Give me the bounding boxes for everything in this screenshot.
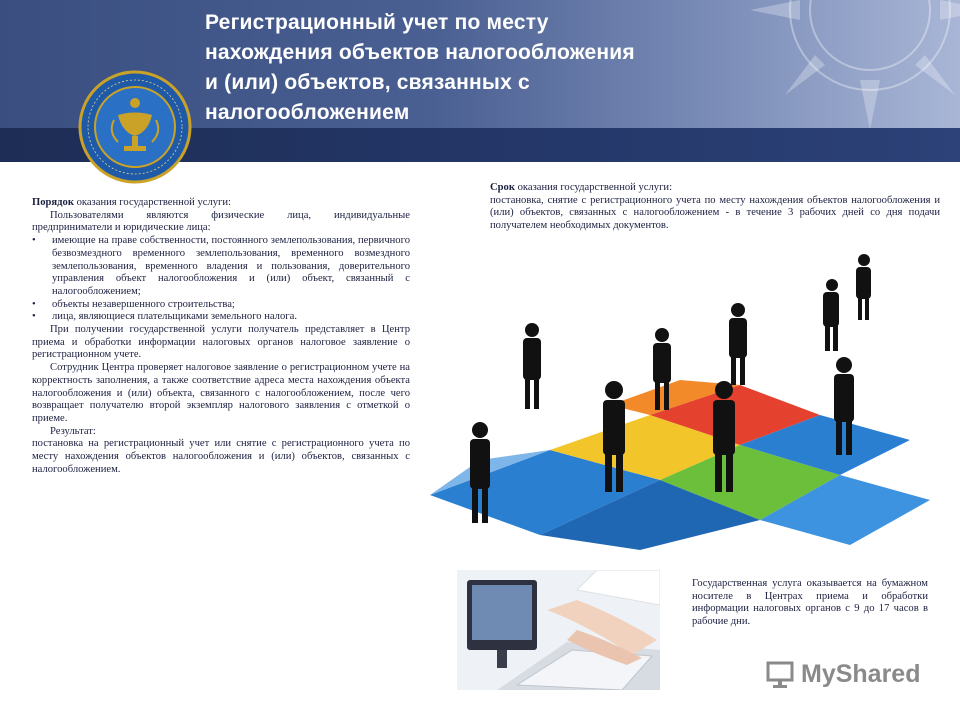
bullet-text: объекты незавершенного строительства; [52,298,235,310]
term-heading-rest: оказания государственной услуги: [514,182,673,193]
bullet-text: имеющие на праве собственности, постоянного землепользования, первичного безвозмездного временного землепользования, временного возмездного землепользования, временного владения и пользования, доверительного управления объект налогообложения и (или) объект, связанный с налогообложением; [52,235,410,297]
typing-on-keyboard-photo [457,570,660,690]
bullet-dot-icon: • [32,298,36,310]
tax-service-emblem-icon [78,70,192,184]
title-line-3: и (или) объектов, связанных с [205,71,530,94]
result-label: Результат: [50,425,96,437]
procedure-heading-rest: оказания государственной услуги: [73,197,231,208]
service-format-text: Государственная услуга оказывается на бумажном носителе в Центрах приема и обработки информации налоговых органов с 9 до 17 часов в рабочие дни. [692,578,928,628]
term-heading-bold: Срок [490,182,515,193]
bullet-dot-icon: • [32,235,36,247]
result-text: постановка на регистрационный учет или снятие с регистрационного учета по месту нахождения объектов налогообложения и (или) объектов, связанных с налогообложением. [32,438,410,475]
watermark-text: MyShared [801,659,921,688]
business-puzzle-illustration [410,245,950,555]
service-format-section [692,578,928,629]
bullet-text: лица, являющиеся плательщиками земельного налога. [52,311,297,323]
list-item [32,311,410,324]
bullet-dot-icon: • [32,311,36,323]
title-line-4: налогообложением [205,101,410,124]
presentation-board-icon [765,659,795,689]
page-title [205,8,675,128]
list-item [32,235,410,299]
procedure-heading [32,197,410,210]
title-line-1: Регистрационный учет по месту [205,11,549,34]
term-heading [490,182,940,195]
service-procedure-section [32,197,410,476]
procedure-heading-bold: Порядок [32,197,74,208]
myshared-watermark [765,656,935,692]
puzzle-pieces [430,380,930,550]
procedure-paragraph-1: При получении государственной услуги получатель представляет в Центр приема и обработки информации налоговых органов налоговое заявление о регистрационном учете. [32,324,410,361]
title-line-2: нахождения объектов налогообложения [205,41,635,64]
service-term-section [490,182,940,233]
list-item [32,299,410,312]
term-text: постановка, снятие с регистрационного учета по месту нахождения объектов налогообложения и (или) объектов, связанных с налогообложением - в течение 3 рабочих дней со дня подачи получателем необходимых документов. [490,194,940,232]
procedure-intro: Пользователями являются физические лица, индивидуальные предприниматели и юридические лица: [32,209,410,234]
procedure-paragraph-2: Сотрудник Центра проверяет налоговое заявление о регистрационном учете на корректность заполнения, а также соответствие адреса места нахождения объекта налогообложения и (или) объекта, связанного с налогообложением, после чего возвращает получателю второй экземпляр налогового заявления с отметкой о приеме. [32,362,410,424]
sun-ornament-icon [740,0,960,128]
